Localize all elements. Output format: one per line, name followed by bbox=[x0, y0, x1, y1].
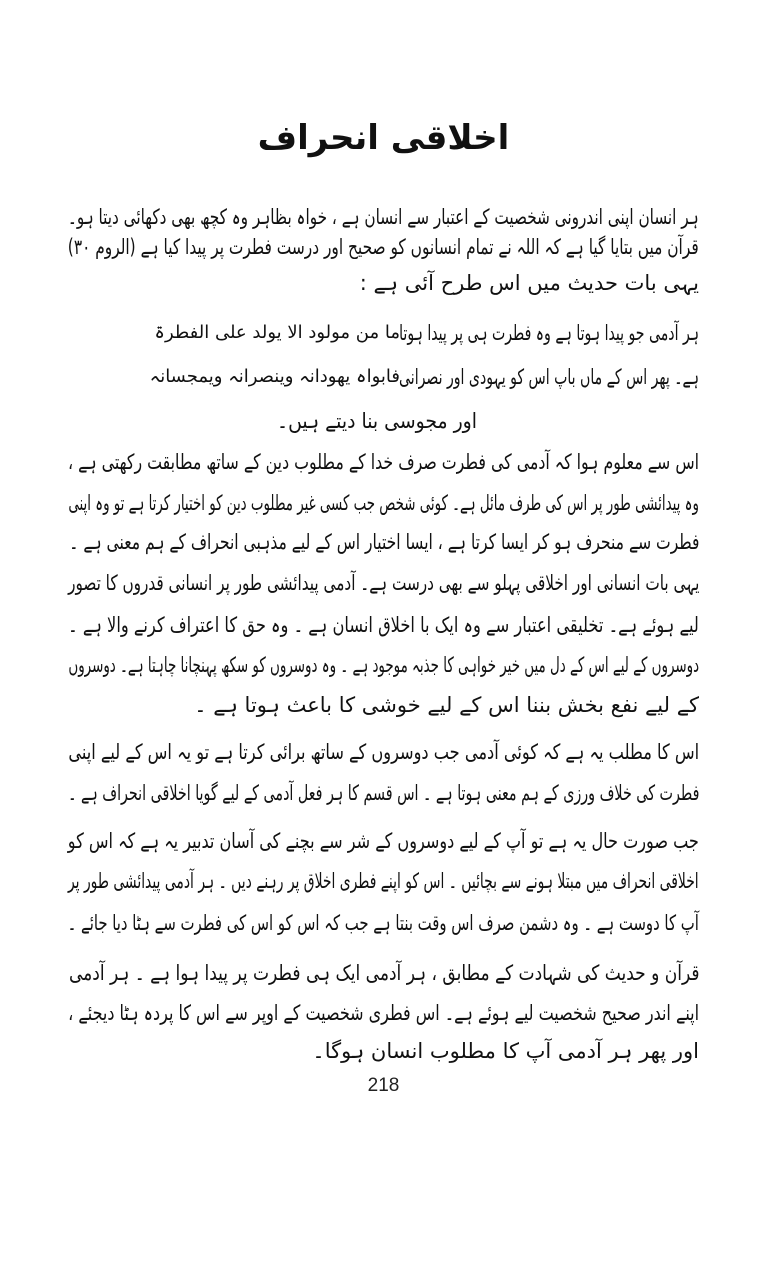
paragraph-3-line-4: کے لیے نفع بخش بننا اس کے لیے خوشی کا باعث ہوتا ہے ۔ bbox=[194, 693, 699, 717]
hadith-urdu-line-1: ہر آدمی جو پیدا ہوتا ہے وہ فطرت ہی پر پیدا ہوتا bbox=[399, 321, 699, 345]
paragraph-4-line-1: اس کا مطلب یہ ہے کہ کوئی آدمی جب دوسروں کے ساتھ برائی کرتا ہے تو یہ اس کے لیے اپنی bbox=[68, 740, 699, 764]
paragraph-5-line-1: جب صورت حال یہ ہے تو آپ کے لیے دوسروں کے شر سے بچنے کی آسان تدبیر یہ ہے کہ اس کو bbox=[67, 829, 699, 853]
paragraph-2-line-1: اس سے معلوم ہوا کہ آدمی کی فطرت صرف خدا کے مطلوب دین کے ساتھ مطابقت رکھتی ہے ، bbox=[67, 450, 699, 474]
paragraph-3-line-1: یہی بات انسانی اور اخلاقی پہلو سے بھی درست ہے۔ آدمی پیدائشی طور پر انسانی قدروں کا تصور bbox=[67, 571, 699, 595]
paragraph-2-line-2: وہ پیدائشی طور پر اس کی طرف مائل ہے۔ کوئی شخص جب کسی غیر مطلوب دین کو اختیار کرتا ہے تو وہ اپنی bbox=[68, 491, 699, 515]
paragraph-6-line-3: اور پھر ہر آدمی آپ کا مطلوب انسان ہوگا۔ bbox=[312, 1039, 699, 1063]
page-title: اخلاقی انحراف bbox=[257, 118, 510, 158]
hadith-urdu-line-3: اور مجوسی بنا دیتے ہیں۔ bbox=[277, 409, 477, 433]
paragraph-1-line-3: یہی بات حدیث میں اس طرح آئی ہے : bbox=[359, 271, 699, 295]
paragraph-1-line-1: ہر انسان اپنی اندرونی شخصیت کے اعتبار سے انسان ہے ، خواہ بظاہر وہ کچھ بھی دکھائی دیتا ہو۔ bbox=[68, 205, 699, 229]
paragraph-3-line-2: لیے ہوئے ہے۔ تخلیقی اعتبار سے وہ ایک با اخلاق انسان ہے ۔ وہ حق کا اعتراف کرنے والا ہے ۔ bbox=[68, 613, 699, 637]
paragraph-1-line-2: قرآن میں بتایا گیا ہے کہ اللہ نے تمام انسانوں کو صحیح اور درست فطرت پر پیدا کیا ہے (الروم ۳۰) bbox=[68, 235, 699, 259]
hadith-urdu-line-2: ہے۔ پھر اس کے ماں باپ اس کو یہودی اور نصرانی bbox=[399, 365, 699, 389]
paragraph-2-line-3: فطرت سے منحرف ہو کر ایسا کرتا ہے ، ایسا اختیار اس کے لیے مذہبی انحراف کے ہم معنی ہے ۔ bbox=[68, 530, 699, 554]
paragraph-5-line-2: اخلاقی انحراف میں مبتلا ہونے سے بچائیں ۔ اس کو اپنے فطری اخلاق پر رہنے دیں ۔ ہر آدمی پیدائشی طور پر bbox=[68, 869, 699, 893]
paragraph-6-line-2: اپنے اندر صحیح شخصیت لیے ہوئے ہے۔ اس فطری شخصیت کے اوپر سے اس کا پردہ ہٹا دیجئے ، bbox=[68, 1001, 699, 1025]
paragraph-5-line-3: آپ کا دوست ہے ۔ وہ دشمن صرف اس وقت بنتا ہے جب کہ اس کو اس کی فطرت سے ہٹا دیا جائے ۔ bbox=[67, 911, 699, 935]
page-number: 218 bbox=[367, 1075, 400, 1096]
hadith-arabic-line-1: ما من مولود الا یولد علی الفطرۃ bbox=[154, 322, 400, 343]
hadith-arabic-line-2: فابواہ یھودانہ وینصرانہ ویمجسانہ bbox=[149, 366, 400, 387]
paragraph-6-line-1: قرآن و حدیث کی شہادت کے مطابق ، ہر آدمی ایک ہی فطرت پر پیدا ہوا ہے ۔ ہر آدمی bbox=[68, 961, 699, 985]
paragraph-4-line-2: فطرت کی خلاف ورزی کے ہم معنی ہوتا ہے ۔ اس قسم کا ہر فعل آدمی کے لیے گویا اخلاقی انحراف ہے ۔ bbox=[67, 781, 699, 805]
paragraph-3-line-3: دوسروں کے لیے اس کے دل میں خیر خواہی کا جذبہ موجود ہے ۔ وہ دوسروں کو سکھ پہنچانا چاہتا ہے۔ دوسروں bbox=[68, 653, 699, 677]
